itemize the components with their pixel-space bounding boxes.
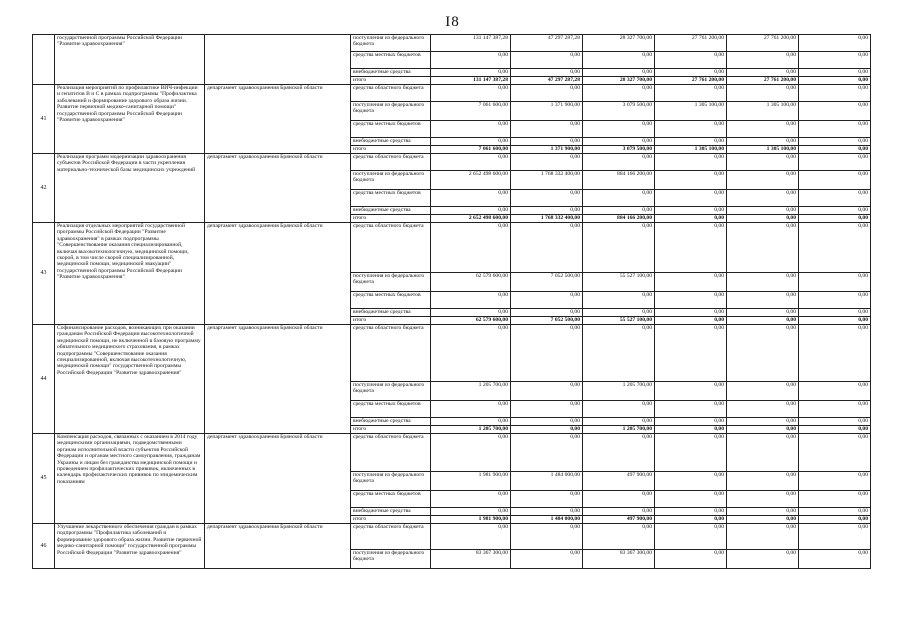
entry-number: 45 <box>33 434 55 524</box>
entry-description: Реализация программ модернизации здравоохранения субъектов Российской Федерации в части укрепления материально-технической базы медицинских учреждений <box>55 154 205 223</box>
amount-cell: 0,00 <box>511 418 583 426</box>
entry-description: Софинансирование расходов, возникающих при оказании гражданам Российской Федерации высокотехнологичной медицинской помощи, не включенной в базовую программу обязательного медицинского страхования, в рамках подпрограммы "Совершенствование оказания специализированной, включая высокотехнологичную, медицинской помощи" государственной программы Российской Федерации "Развитие здравоохранения" <box>55 325 205 434</box>
amount-cell: 0,00 <box>799 418 871 426</box>
funding-source: средства областного бюджета <box>351 85 431 102</box>
amount-cell: 0,00 <box>583 223 655 273</box>
amount-cell: 3 079 500,00 <box>583 102 655 121</box>
amount-cell: 0,00 <box>655 292 727 309</box>
entry-description: Компенсация расходов, связанных с оказанием в 2014 году медицинскими организациями, подведомственными органам исполнительной власти субъектов Российской Федерации и органам местного самоуправления, гражданам Украины и лицам без гражданства медицинской помощи и проведением профилактических прививок, включенных в календарь профилактических прививок по эпидемическим показаниям <box>55 434 205 524</box>
amount-cell: 0,00 <box>727 418 799 426</box>
entry-number: 41 <box>33 85 55 154</box>
funding-source: поступления из федерального бюджета <box>351 472 431 491</box>
amount-cell: 1 205 700,00 <box>431 382 511 401</box>
entry-responsible: департамент здравоохранения Брянской области <box>205 223 351 325</box>
amount-cell: 0,00 <box>655 190 727 207</box>
amount-cell: 0,00 <box>727 292 799 309</box>
amount-cell: 0,00 <box>431 190 511 207</box>
amount-cell: 0,00 <box>511 491 583 508</box>
amount-cell: 55 527 100,00 <box>583 273 655 292</box>
amount-cell: 0,00 <box>799 85 871 102</box>
amount-cell: 0,00 <box>799 434 871 472</box>
amount-cell: 1 305 100,00 <box>727 102 799 121</box>
amount-cell: 0,00 <box>799 292 871 309</box>
amount-cell: 0,00 <box>655 309 727 317</box>
amount-cell: 1 981 900,00 <box>431 516 511 524</box>
amount-cell: 0,00 <box>799 35 871 52</box>
entry-description: Реализация отдельных мероприятий государственной программы Российской Федерации "Развитие здравоохранения" в рамках подпрограммы "Совершенствование оказания специализированной, включая высокотехнологичную, медицинской помощи, скорой, в том числе скорой специализированной, медицинской помощи, медицинской эвакуации" государственной программы Российской Федерации "Развитие здравоохранения" <box>55 223 205 325</box>
amount-cell: 0,00 <box>583 292 655 309</box>
funding-source: внебюджетные средства <box>351 207 431 215</box>
amount-cell: 0,00 <box>799 382 871 401</box>
amount-cell: 0,00 <box>655 215 727 223</box>
amount-cell: 0,00 <box>511 325 583 382</box>
amount-cell: 884 166 200,00 <box>583 171 655 190</box>
entry-responsible: департамент здравоохранения Брянской области <box>205 85 351 154</box>
amount-cell: 0,00 <box>799 154 871 171</box>
amount-cell: 0,00 <box>799 207 871 215</box>
amount-cell: 0,00 <box>655 171 727 190</box>
amount-cell: 0,00 <box>583 154 655 171</box>
amount-cell: 0,00 <box>727 69 799 77</box>
amount-cell: 0,00 <box>799 426 871 434</box>
amount-cell: 0,00 <box>583 85 655 102</box>
amount-cell: 0,00 <box>727 207 799 215</box>
amount-cell: 0,00 <box>431 292 511 309</box>
amount-cell: 0,00 <box>511 292 583 309</box>
amount-cell: 0,00 <box>799 190 871 207</box>
amount-cell: 28 327 700,00 <box>583 35 655 52</box>
amount-cell: 0,00 <box>583 121 655 138</box>
funding-source: внебюджетные средства <box>351 138 431 146</box>
amount-cell: 497 900,00 <box>583 516 655 524</box>
amount-cell: 1 205 700,00 <box>583 382 655 401</box>
funding-source: итого <box>351 146 431 154</box>
amount-cell: 884 166 200,00 <box>583 215 655 223</box>
amount-cell: 0,00 <box>799 325 871 382</box>
funding-source: поступления из федерального бюджета <box>351 35 431 52</box>
amount-cell: 0,00 <box>799 215 871 223</box>
amount-cell: 1 768 332 400,00 <box>511 171 583 190</box>
table-body <box>33 35 871 569</box>
amount-cell: 0,00 <box>799 317 871 325</box>
table-row <box>33 524 871 550</box>
amount-cell: 0,00 <box>431 52 511 69</box>
amount-cell: 0,00 <box>511 401 583 418</box>
entry-number: 42 <box>33 154 55 223</box>
funding-source: внебюджетные средства <box>351 418 431 426</box>
amount-cell: 0,00 <box>511 190 583 207</box>
table-row <box>33 223 871 273</box>
table-row <box>33 35 871 52</box>
amount-cell: 0,00 <box>511 52 583 69</box>
amount-cell: 7 061 600,00 <box>431 146 511 154</box>
amount-cell: 0,00 <box>511 382 583 401</box>
amount-cell: 0,00 <box>727 434 799 472</box>
amount-cell: 0,00 <box>431 508 511 516</box>
amount-cell: 0,00 <box>511 121 583 138</box>
amount-cell: 0,00 <box>583 52 655 69</box>
entry-number <box>33 35 55 85</box>
amount-cell: 0,00 <box>727 215 799 223</box>
table-row <box>33 325 871 382</box>
amount-cell: 0,00 <box>655 524 727 550</box>
amount-cell: 1 768 332 400,00 <box>511 215 583 223</box>
amount-cell: 55 527 100,00 <box>583 317 655 325</box>
amount-cell: 0,00 <box>799 69 871 77</box>
amount-cell: 0,00 <box>799 401 871 418</box>
amount-cell: 0,00 <box>583 325 655 382</box>
amount-cell: 0,00 <box>431 207 511 215</box>
amount-cell: 0,00 <box>727 190 799 207</box>
amount-cell: 0,00 <box>583 508 655 516</box>
amount-cell: 1 305 100,00 <box>727 146 799 154</box>
entry-responsible: департамент здравоохранения Брянской области <box>205 154 351 223</box>
amount-cell: 0,00 <box>583 138 655 146</box>
funding-source: внебюджетные средства <box>351 69 431 77</box>
amount-cell: 0,00 <box>727 273 799 292</box>
amount-cell: 0,00 <box>655 325 727 382</box>
amount-cell: 0,00 <box>655 472 727 491</box>
entry-responsible: департамент здравоохранения Брянской области <box>205 434 351 524</box>
amount-cell: 0,00 <box>655 434 727 472</box>
funding-source: итого <box>351 516 431 524</box>
amount-cell: 0,00 <box>799 138 871 146</box>
amount-cell: 497 900,00 <box>583 472 655 491</box>
amount-cell: 1 305 100,00 <box>655 146 727 154</box>
amount-cell: 0,00 <box>727 472 799 491</box>
amount-cell: 1 205 700,00 <box>431 426 511 434</box>
amount-cell: 1 371 900,00 <box>511 146 583 154</box>
amount-cell: 0,00 <box>511 508 583 516</box>
amount-cell: 0,00 <box>799 273 871 292</box>
funding-source: средства местных бюджетов <box>351 121 431 138</box>
amount-cell: 0,00 <box>727 516 799 524</box>
funding-source: средства областного бюджета <box>351 434 431 472</box>
entry-responsible <box>205 35 351 85</box>
amount-cell: 0,00 <box>431 325 511 382</box>
amount-cell: 0,00 <box>799 102 871 121</box>
amount-cell: 27 761 200,00 <box>727 35 799 52</box>
amount-cell: 0,00 <box>655 223 727 273</box>
amount-cell: 0,00 <box>799 77 871 85</box>
funding-source: средства местных бюджетов <box>351 292 431 309</box>
amount-cell: 0,00 <box>655 491 727 508</box>
amount-cell: 0,00 <box>799 146 871 154</box>
funding-source: средства местных бюджетов <box>351 491 431 508</box>
funding-source: средства областного бюджета <box>351 325 431 382</box>
amount-cell: 1 484 000,00 <box>511 516 583 524</box>
amount-cell: 0,00 <box>727 85 799 102</box>
amount-cell: 0,00 <box>799 171 871 190</box>
amount-cell: 0,00 <box>655 317 727 325</box>
amount-cell: 0,00 <box>799 309 871 317</box>
amount-cell: 0,00 <box>511 207 583 215</box>
amount-cell: 0,00 <box>511 85 583 102</box>
amount-cell: 0,00 <box>727 401 799 418</box>
amount-cell: 0,00 <box>583 434 655 472</box>
amount-cell: 0,00 <box>511 309 583 317</box>
amount-cell: 47 297 287,28 <box>511 35 583 52</box>
amount-cell: 0,00 <box>727 382 799 401</box>
amount-cell: 0,00 <box>511 434 583 472</box>
amount-cell: 0,00 <box>583 401 655 418</box>
amount-cell: 62 579 600,00 <box>431 273 511 292</box>
amount-cell: 0,00 <box>583 69 655 77</box>
amount-cell: 0,00 <box>799 516 871 524</box>
funding-source: средства местных бюджетов <box>351 401 431 418</box>
entry-description: Улучшение лекарственного обеспечения граждан в рамках подпрограммы "Профилактика заболеваний и формирование здорового образа жизни. Развитие первичной медико-санитарной помощи" государственной программы Российской Федерации "Развитие здравоохранения" <box>55 524 205 569</box>
funding-source: итого <box>351 426 431 434</box>
amount-cell: 0,00 <box>655 85 727 102</box>
amount-cell: 27 761 200,00 <box>727 77 799 85</box>
amount-cell: 1 305 100,00 <box>655 102 727 121</box>
amount-cell: 0,00 <box>655 52 727 69</box>
entry-number: 44 <box>33 325 55 434</box>
funding-source: поступления из федерального бюджета <box>351 273 431 292</box>
entry-description: Реализация мероприятий по профилактике ВИЧ-инфекции и гепатитов В и С в рамках подпрограммы "Профилактика заболеваний и формирование здорового образа жизни. Развитие первичной медико-санитарной помощи" государственной программы Российской Федерации "Развитие здравоохранения" <box>55 85 205 154</box>
funding-source: средства областного бюджета <box>351 154 431 171</box>
table-row <box>33 85 871 102</box>
funding-source: поступления из федерального бюджета <box>351 102 431 121</box>
funding-source: внебюджетные средства <box>351 309 431 317</box>
amount-cell: 0,00 <box>655 382 727 401</box>
entry-number: 46 <box>33 524 55 569</box>
amount-cell: 0,00 <box>799 223 871 273</box>
amount-cell: 0,00 <box>727 508 799 516</box>
amount-cell: 0,00 <box>511 69 583 77</box>
funding-source: средства местных бюджетов <box>351 190 431 207</box>
amount-cell: 0,00 <box>655 207 727 215</box>
amount-cell: 0,00 <box>727 524 799 550</box>
amount-cell: 0,00 <box>583 418 655 426</box>
amount-cell: 83 367 300,00 <box>431 550 511 569</box>
amount-cell: 0,00 <box>799 121 871 138</box>
amount-cell: 0,00 <box>727 121 799 138</box>
amount-cell: 27 761 200,00 <box>655 35 727 52</box>
table-row <box>33 154 871 171</box>
amount-cell: 0,00 <box>799 491 871 508</box>
amount-cell: 0,00 <box>583 524 655 550</box>
amount-cell: 0,00 <box>655 138 727 146</box>
amount-cell: 0,00 <box>655 401 727 418</box>
amount-cell: 7 052 500,00 <box>511 273 583 292</box>
amount-cell: 47 297 287,28 <box>511 77 583 85</box>
amount-cell: 0,00 <box>583 207 655 215</box>
amount-cell: 0,00 <box>431 154 511 171</box>
amount-cell: 0,00 <box>727 317 799 325</box>
amount-cell: 0,00 <box>583 190 655 207</box>
amount-cell: 83 367 300,00 <box>583 550 655 569</box>
amount-cell: 0,00 <box>799 550 871 569</box>
funding-source: внебюджетные средства <box>351 508 431 516</box>
funding-source: итого <box>351 215 431 223</box>
funding-source: поступления из федерального бюджета <box>351 382 431 401</box>
amount-cell: 7 052 500,00 <box>511 317 583 325</box>
amount-cell: 1 981 900,00 <box>431 472 511 491</box>
table-row <box>33 434 871 472</box>
amount-cell: 0,00 <box>655 154 727 171</box>
amount-cell: 0,00 <box>511 223 583 273</box>
amount-cell: 0,00 <box>511 550 583 569</box>
amount-cell: 0,00 <box>799 508 871 516</box>
amount-cell: 0,00 <box>511 154 583 171</box>
amount-cell: 0,00 <box>511 524 583 550</box>
amount-cell: 0,00 <box>727 223 799 273</box>
page-number: I8 <box>445 14 460 30</box>
funding-source: поступления из федерального бюджета <box>351 171 431 190</box>
funding-source: средства областного бюджета <box>351 524 431 550</box>
amount-cell: 0,00 <box>431 223 511 273</box>
amount-cell: 0,00 <box>431 491 511 508</box>
amount-cell: 0,00 <box>727 325 799 382</box>
amount-cell: 0,00 <box>431 138 511 146</box>
amount-cell: 3 079 500,00 <box>583 146 655 154</box>
amount-cell: 0,00 <box>727 52 799 69</box>
amount-cell: 0,00 <box>655 508 727 516</box>
amount-cell: 0,00 <box>727 426 799 434</box>
amount-cell: 0,00 <box>431 401 511 418</box>
amount-cell: 0,00 <box>655 550 727 569</box>
amount-cell: 0,00 <box>727 154 799 171</box>
amount-cell: 28 327 700,00 <box>583 77 655 85</box>
amount-cell: 0,00 <box>655 273 727 292</box>
funding-source: итого <box>351 77 431 85</box>
funding-source: поступления из федерального бюджета <box>351 550 431 569</box>
amount-cell: 0,00 <box>511 426 583 434</box>
entry-number: 43 <box>33 223 55 325</box>
entry-responsible: департамент здравоохранения Брянской области <box>205 524 351 569</box>
amount-cell: 0,00 <box>431 434 511 472</box>
funding-source: средства местных бюджетов <box>351 52 431 69</box>
amount-cell: 1 484 000,00 <box>511 472 583 491</box>
budget-table <box>32 34 871 569</box>
amount-cell: 131 147 387,28 <box>431 35 511 52</box>
amount-cell: 0,00 <box>655 69 727 77</box>
amount-cell: 131 147 387,28 <box>431 77 511 85</box>
amount-cell: 0,00 <box>799 52 871 69</box>
amount-cell: 0,00 <box>511 138 583 146</box>
funding-source: итого <box>351 317 431 325</box>
amount-cell: 0,00 <box>583 491 655 508</box>
amount-cell: 1 371 900,00 <box>511 102 583 121</box>
amount-cell: 0,00 <box>799 524 871 550</box>
amount-cell: 0,00 <box>655 121 727 138</box>
amount-cell: 0,00 <box>431 85 511 102</box>
amount-cell: 0,00 <box>727 491 799 508</box>
amount-cell: 0,00 <box>727 309 799 317</box>
amount-cell: 0,00 <box>727 171 799 190</box>
amount-cell: 0,00 <box>583 309 655 317</box>
amount-cell: 0,00 <box>431 121 511 138</box>
amount-cell: 2 652 498 600,00 <box>431 171 511 190</box>
amount-cell: 2 652 498 600,00 <box>431 215 511 223</box>
amount-cell: 0,00 <box>431 69 511 77</box>
amount-cell: 0,00 <box>727 138 799 146</box>
entry-description: государственной программы Российской Федерации "Развитие здравоохранения" <box>55 35 205 85</box>
amount-cell: 0,00 <box>727 550 799 569</box>
amount-cell: 0,00 <box>431 418 511 426</box>
amount-cell: 0,00 <box>655 418 727 426</box>
entry-responsible: департамент здравоохранения Брянской области <box>205 325 351 434</box>
amount-cell: 0,00 <box>655 516 727 524</box>
amount-cell: 7 061 600,00 <box>431 102 511 121</box>
amount-cell: 1 205 700,00 <box>583 426 655 434</box>
amount-cell: 62 579 600,00 <box>431 317 511 325</box>
amount-cell: 27 761 200,00 <box>655 77 727 85</box>
amount-cell: 0,00 <box>431 524 511 550</box>
amount-cell: 0,00 <box>655 426 727 434</box>
amount-cell: 0,00 <box>431 309 511 317</box>
amount-cell: 0,00 <box>799 472 871 491</box>
funding-source: средства областного бюджета <box>351 223 431 273</box>
